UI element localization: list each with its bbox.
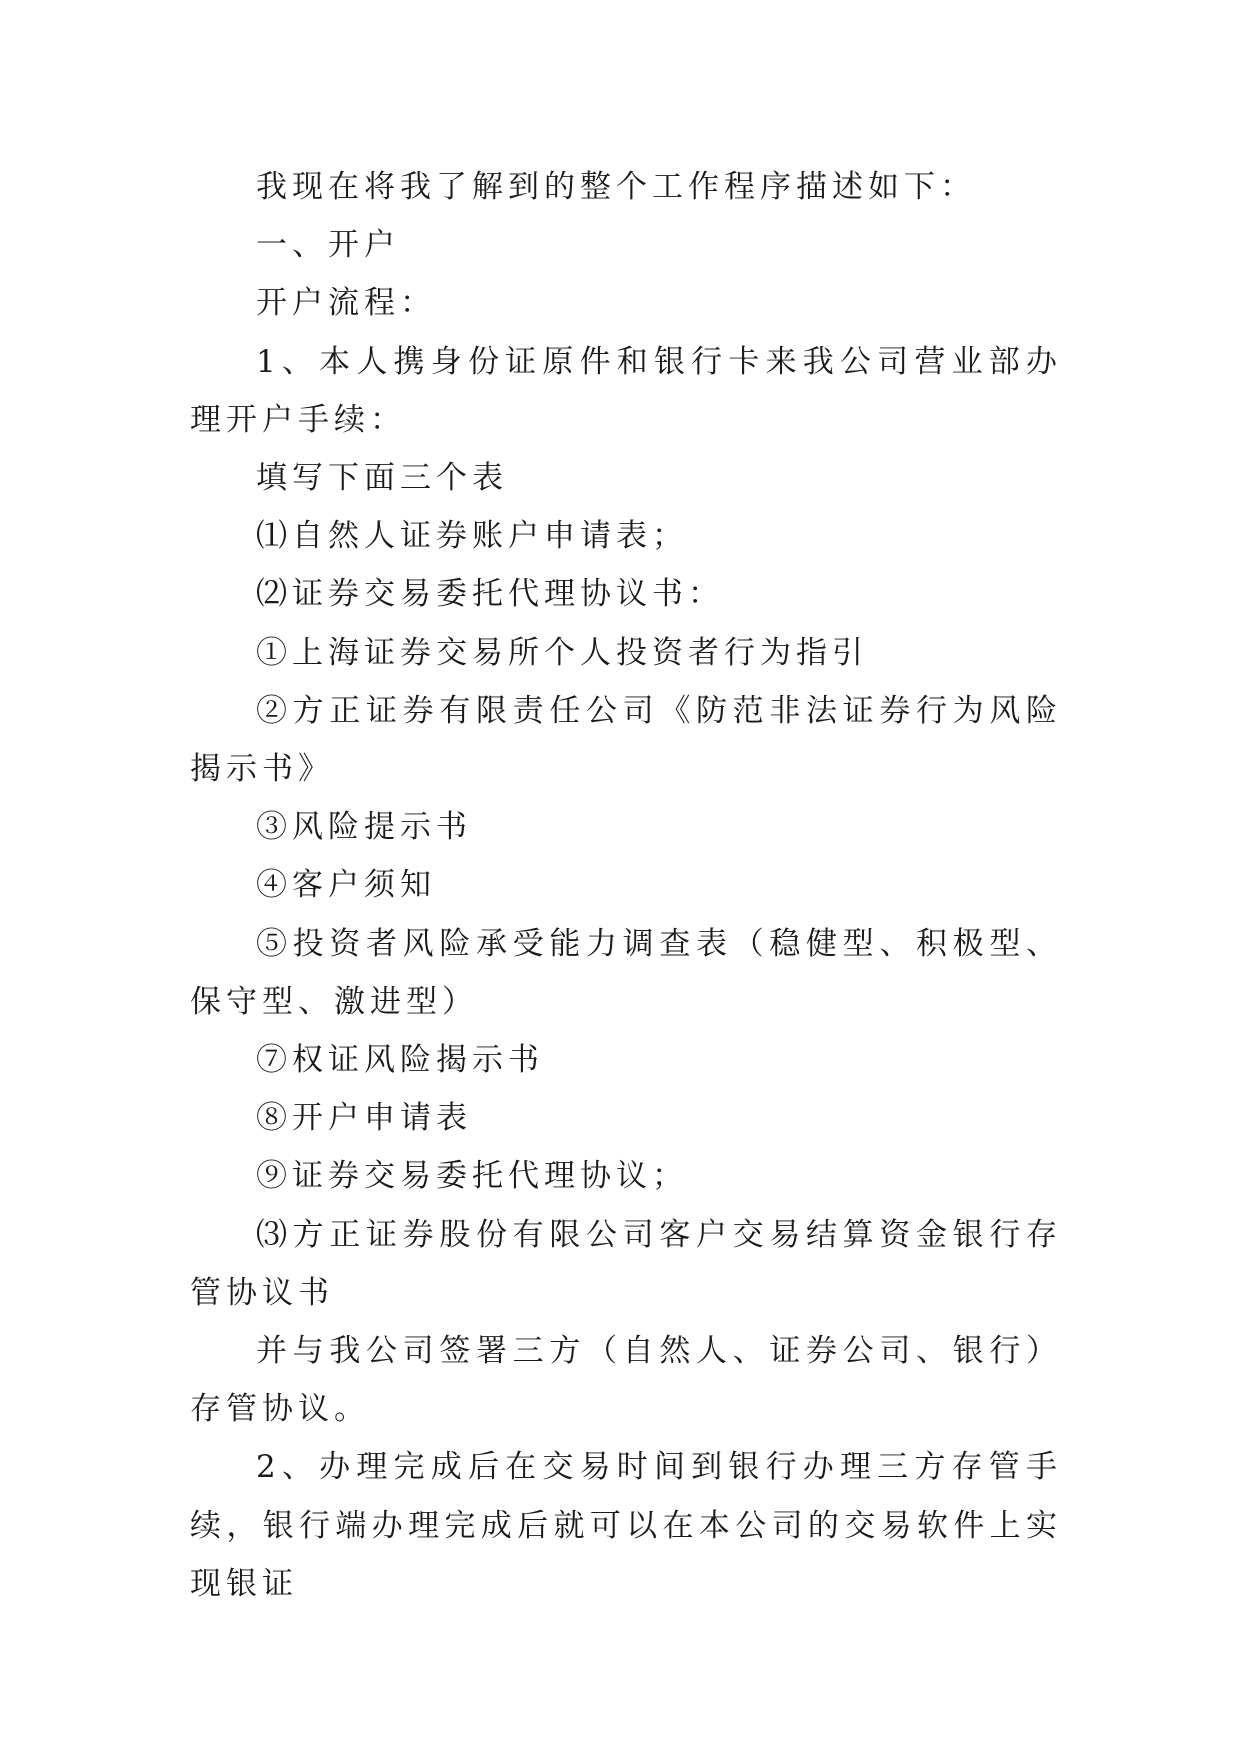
paragraph-forms-intro: 填写下面三个表 <box>256 460 508 497</box>
paragraph-process-title: 开户流程： <box>256 285 436 322</box>
section-heading-open-account: 一、开户 <box>256 227 400 264</box>
list-item-sub-3: ③风险提示书 <box>256 809 472 846</box>
list-item-sub-8: ⑧开户申请表 <box>256 1100 472 1137</box>
paragraph-intro: 我现在将我了解到的整个工作程序描述如下： <box>256 169 976 205</box>
list-item-sub-7: ⑦权证风险揭示书 <box>256 1042 544 1079</box>
paragraph-step-1: 1、本人携身份证原件和银行卡来我公司营业部办理开户手续： <box>190 343 1062 438</box>
list-item-form-2: ⑵证券交易委托代理协议书： <box>256 576 724 613</box>
list-item-sub-9: ⑨证券交易委托代理协议； <box>256 1158 688 1195</box>
list-item-sub-4: ④客户须知 <box>256 867 436 904</box>
list-item-form-3: ⑶方正证券股份有限公司客户交易结算资金银行存管协议书 <box>190 1216 1062 1311</box>
paragraph-step-2: 2、办理完成后在交易时间到银行办理三方存管手续，银行端办理完成后就可以在本公司的交易软件上实现银证 <box>190 1449 1062 1602</box>
list-item-sub-1: ①上海证券交易所个人投资者行为指引 <box>256 634 868 671</box>
list-item-sub-5: ⑤投资者风险承受能力调查表（稳健型、积极型、保守型、激进型） <box>190 925 1062 1020</box>
paragraph-sign-agreement: 并与我公司签署三方（自然人、证券公司、银行）存管协议。 <box>190 1333 1062 1428</box>
list-item-sub-2: ②方正证券有限责任公司《防范非法证券行为风险揭示书》 <box>190 692 1062 788</box>
document-body <box>190 158 1062 1613</box>
list-item-form-1: ⑴自然人证券账户申请表； <box>256 518 688 555</box>
